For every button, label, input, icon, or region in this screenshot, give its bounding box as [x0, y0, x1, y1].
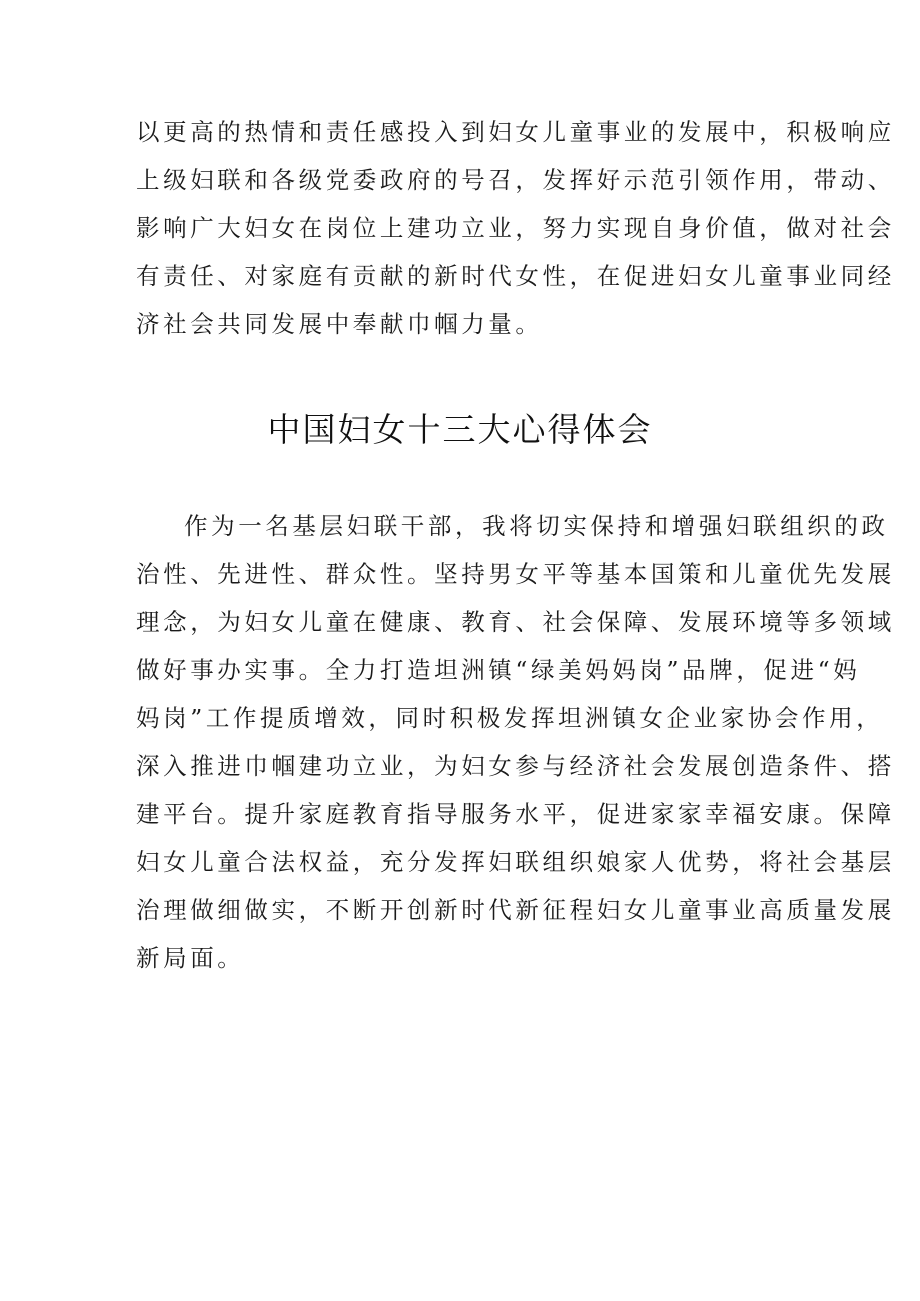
text-line: 治理做细做实，不断开创新时代新征程妇女儿童事业高质量发展	[136, 896, 895, 924]
text-line: 做好事办实事。全力打造坦洲镇“绿美妈妈岗”品牌，促进“妈	[136, 656, 861, 684]
section-title: 中国妇女十三大心得体会	[267, 410, 653, 449]
text-line: 作为一名基层妇联干部，我将切实保持和增强妇联组织的政	[184, 512, 889, 540]
text-line: 理念，为妇女儿童在健康、教育、社会保障、发展环境等多领域	[136, 608, 895, 636]
text-line: 妇女儿童合法权益，充分发挥妇联组织娘家人优势，将社会基层	[136, 848, 895, 876]
text-line: 妈岗”工作提质增效，同时积极发挥坦洲镇女企业家协会作用，	[136, 704, 884, 732]
text-line: 治性、先进性、群众性。坚持男女平等基本国策和儿童优先发展	[136, 560, 895, 588]
text-line: 深入推进巾帼建功立业，为妇女参与经济社会发展创造条件、搭	[136, 752, 895, 780]
text-line: 影响广大妇女在岗位上建功立业，努力实现自身价值，做对社会	[136, 214, 895, 242]
text-line: 上级妇联和各级党委政府的号召，发挥好示范引领作用，带动、	[136, 166, 895, 194]
text-line: 新局面。	[136, 944, 245, 972]
text-line: 以更高的热情和责任感投入到妇女儿童事业的发展中，积极响应	[136, 118, 895, 146]
text-line: 有责任、对家庭有贡献的新时代女性，在促进妇女儿童事业同经	[136, 262, 895, 290]
text-line: 建平台。提升家庭教育指导服务水平，促进家家幸福安康。保障	[136, 800, 895, 828]
text-line: 济社会共同发展中奉献巾帼力量。	[136, 310, 543, 338]
